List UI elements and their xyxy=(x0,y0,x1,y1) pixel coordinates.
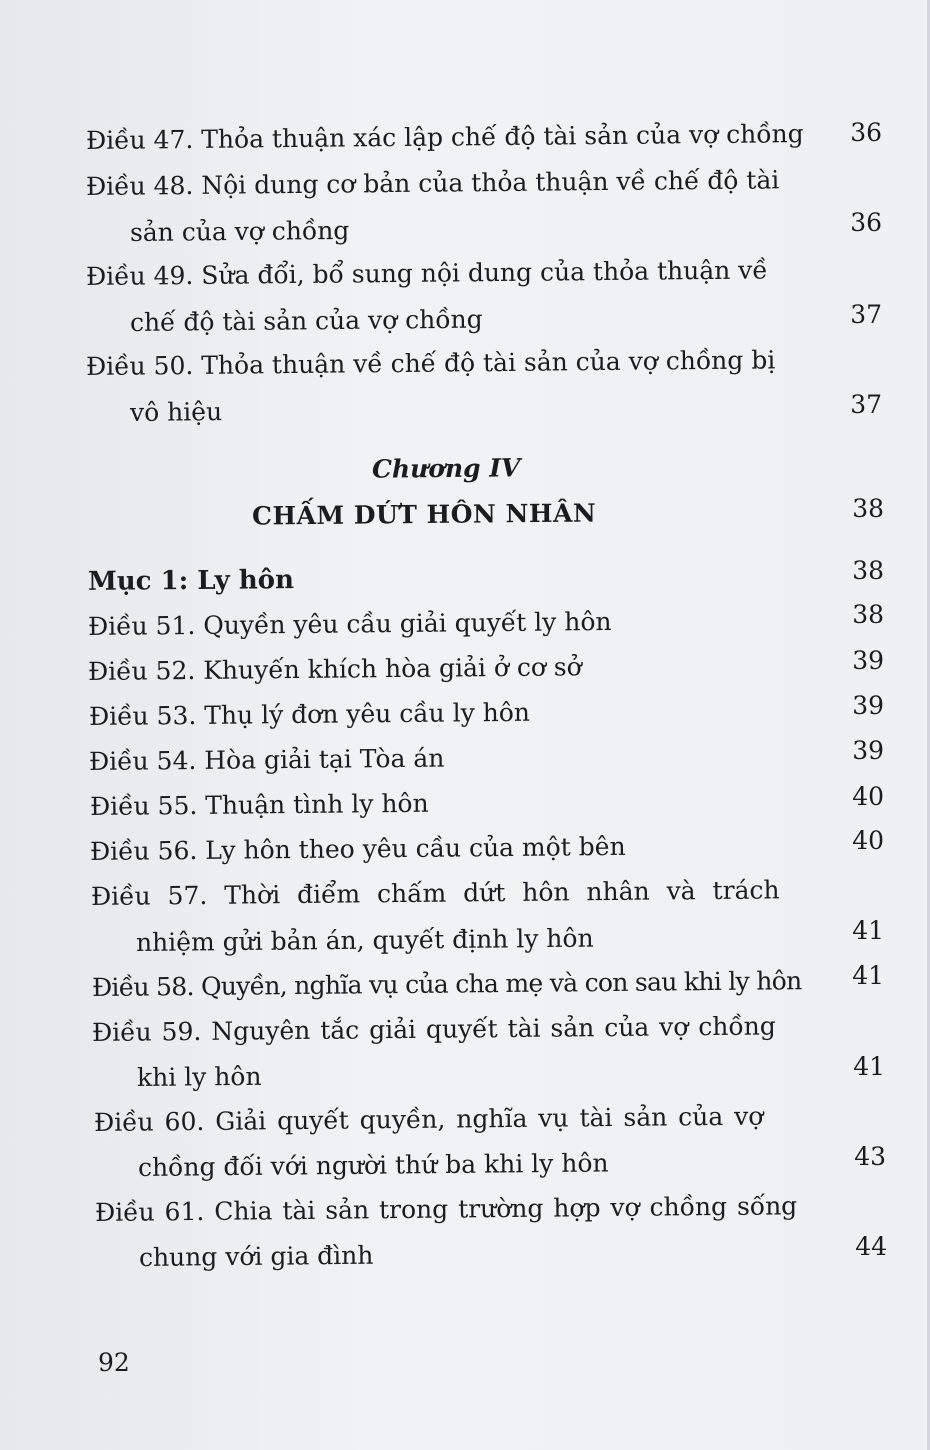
toc-entry-49: Điều 49. Sửa đổi, bổ sung nội dung của thỏa thuận về xyxy=(85,255,768,291)
toc-entry-61: Điều 61. Chia tài sản trong trường hợp vợ chồng sống xyxy=(94,1191,798,1227)
toc-entry-60-cont: chồng đối với người thứ ba khi ly hôn xyxy=(137,1148,609,1182)
toc-entry-55: Điều 55. Thuận tình ly hôn xyxy=(89,788,429,821)
toc-entry-56: Điều 56. Ly hôn theo yêu cầu của một bên xyxy=(89,831,626,866)
toc-page-48: 36 xyxy=(850,208,882,237)
toc-entry-52: Điều 52. Khuyến khích hòa giải ở cơ sở xyxy=(87,652,582,686)
toc-entry-51: Điều 51. Quyền yêu cầu giải quyết ly hôn xyxy=(87,606,612,641)
page-number: 92 xyxy=(98,1348,130,1377)
toc-entry-60: Điều 60. Giải quyết quyền, nghĩa vụ tài sản của vợ xyxy=(93,1101,764,1137)
toc-page-55: 40 xyxy=(852,782,884,811)
toc-page-59: 41 xyxy=(853,1052,885,1081)
toc-page-60: 43 xyxy=(854,1142,886,1171)
chapter-title: CHẤM DỨT HÔN NHÂN xyxy=(251,498,597,531)
toc-entry-59-cont: khi ly hôn xyxy=(136,1061,262,1092)
toc-page-56: 40 xyxy=(852,826,884,855)
toc-page-54: 39 xyxy=(852,736,884,765)
toc-page-49: 37 xyxy=(850,300,882,329)
toc-entry-61-cont: chung với gia đình xyxy=(138,1240,374,1272)
toc-page-57: 41 xyxy=(852,916,884,945)
toc-page-52: 39 xyxy=(852,646,884,675)
toc-page-51: 38 xyxy=(852,600,884,629)
toc-entry-57-cont: nhiệm gửi bản án, quyết định ly hôn xyxy=(135,923,594,957)
toc-entry-47: Điều 47. Thỏa thuận xác lập chế độ tài sản của vợ chồng xyxy=(85,119,804,155)
toc-entry-50-cont: vô hiệu xyxy=(129,397,223,427)
toc-entry-58: Điều 58. Quyền, nghĩa vụ của cha mẹ và con sau khi ly hôn xyxy=(91,966,802,1002)
toc-page-chapter: 38 xyxy=(852,494,884,523)
toc-entry-48: Điều 48. Nội dung cơ bản của thỏa thuận về chế độ tài xyxy=(85,165,780,201)
toc-page-53: 39 xyxy=(852,691,884,720)
chapter-label: Chương IV xyxy=(371,453,521,484)
toc-page-61: 44 xyxy=(855,1232,887,1261)
toc-page-47: 36 xyxy=(850,118,882,147)
toc-entry-49-cont: chế độ tài sản của vợ chồng xyxy=(129,304,483,337)
section-heading: Mục 1: Ly hôn xyxy=(87,565,295,597)
toc-page-section: 38 xyxy=(852,556,884,585)
toc-entry-48-cont: sản của vợ chồng xyxy=(129,215,350,247)
toc-page-58: 41 xyxy=(852,961,884,990)
toc-entry-57: Điều 57. Thời điểm chấm dứt hôn nhân và trách xyxy=(90,875,780,911)
toc-entry-50: Điều 50. Thỏa thuận về chế độ tài sản của vợ chồng bị xyxy=(85,345,776,381)
toc-entry-59: Điều 59. Nguyên tắc giải quyết tài sản của vợ chồng xyxy=(91,1011,776,1047)
toc-entry-54: Điều 54. Hòa giải tại Tòa án xyxy=(88,743,445,776)
toc-entry-53: Điều 53. Thụ lý đơn yêu cầu ly hôn xyxy=(88,697,531,731)
toc-page-50: 37 xyxy=(850,390,882,419)
